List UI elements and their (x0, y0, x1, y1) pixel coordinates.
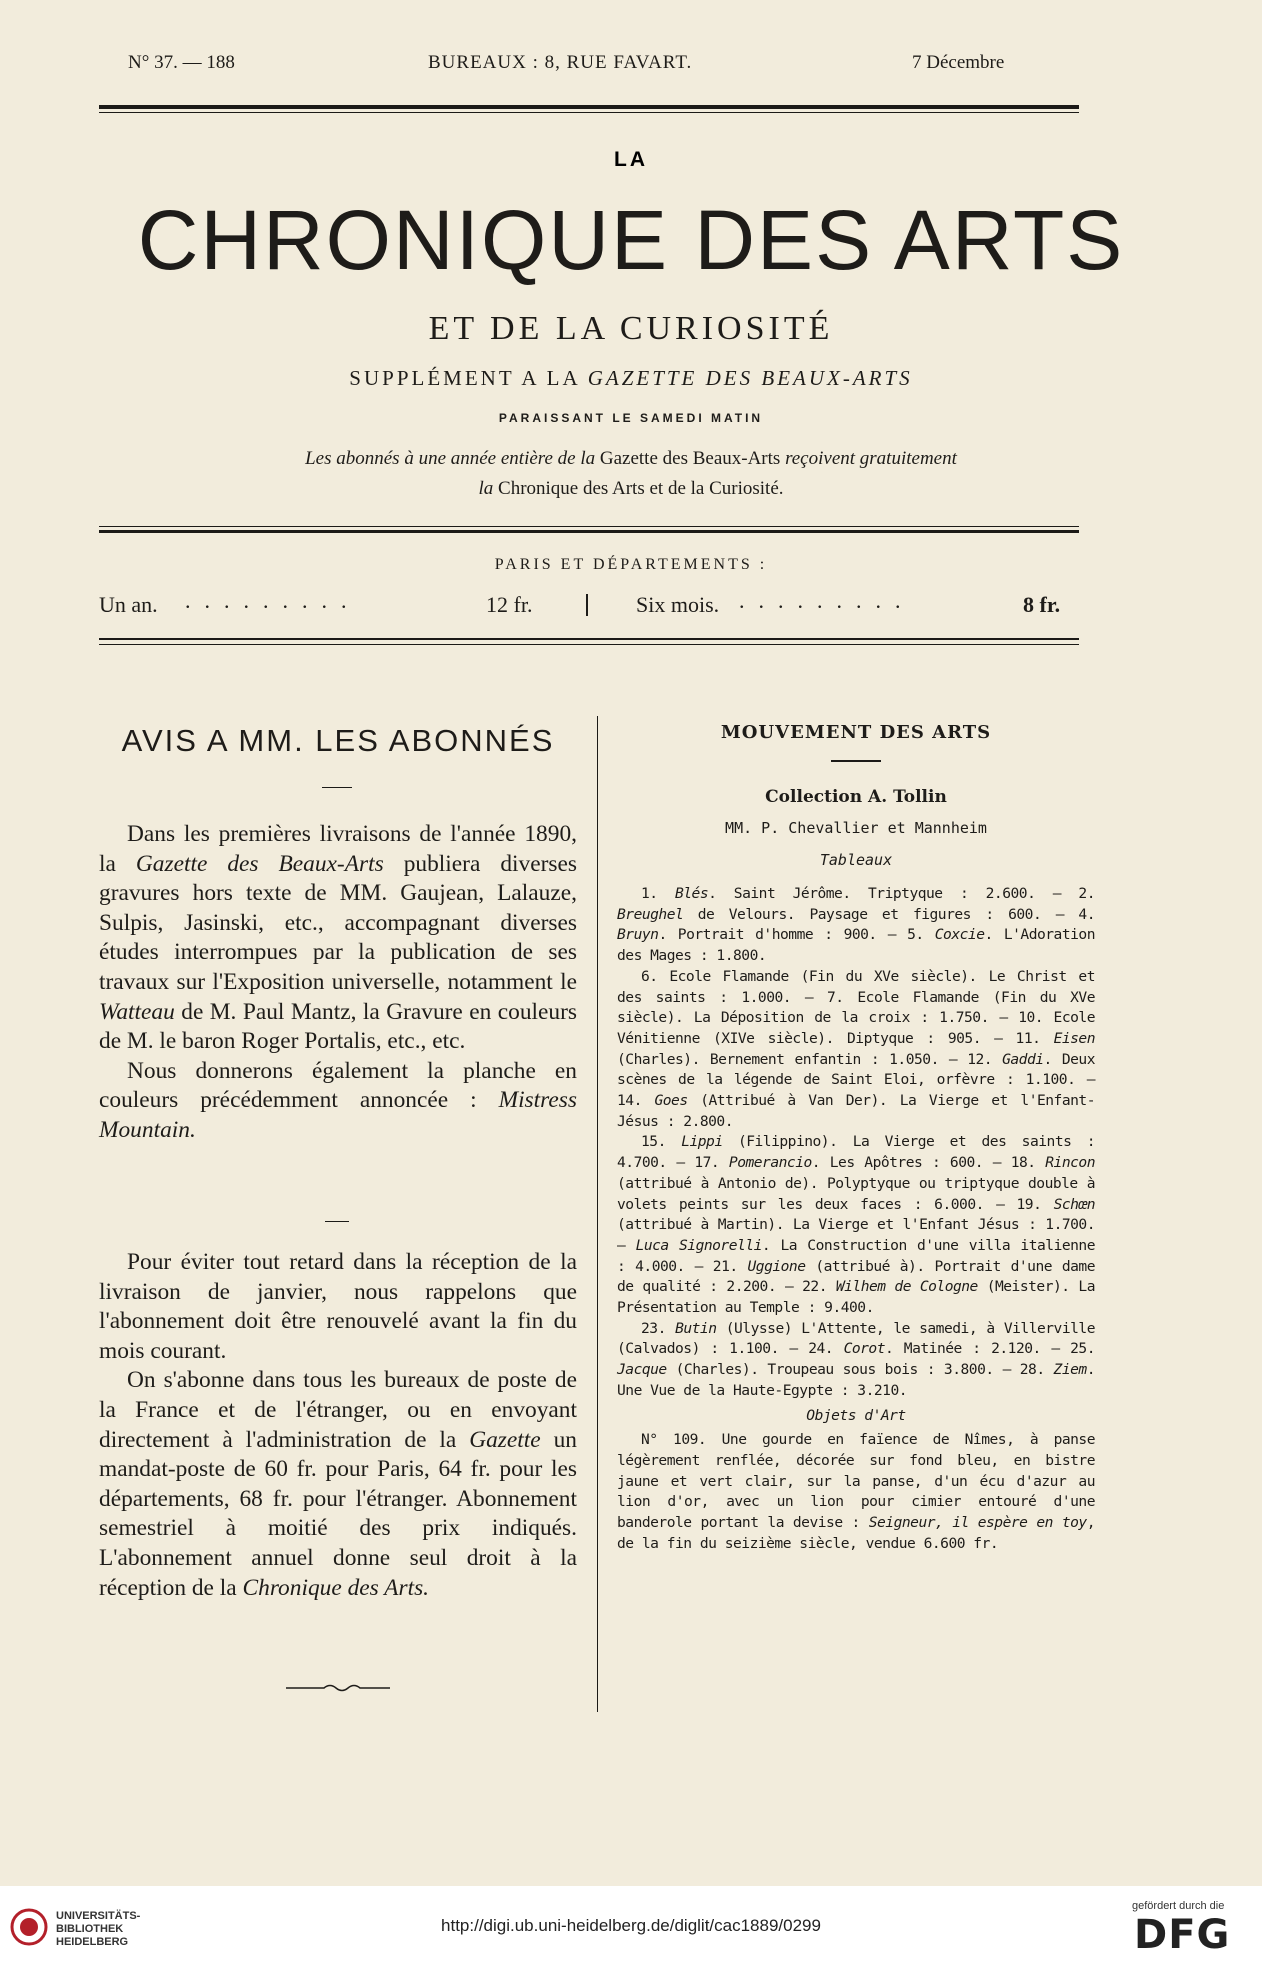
right-heading-rule (831, 760, 881, 762)
experts-line: MM. P. Chevallier et Mannheim (725, 819, 987, 837)
issue-date: 7 Décembre (912, 52, 1005, 73)
top-thin-rule (99, 112, 1079, 113)
sale-paragraph-4: 23. Butin (Ulysse) L'Attente, le samedi, à Villerville (Calvados) : 1.100. — 24. Corot. Matinée : 2.120. — 25. Jacque (Charles). Troupeau sous bois : 3.800. — 28. Ziem. Une Vue de la Haute-Egypte : 3.210. (617, 1319, 1095, 1399)
note-italic-c: reçoivent gratuitement (785, 448, 957, 469)
section-tableaux: Tableaux (819, 851, 893, 869)
digitization-footer (0, 1886, 1262, 1966)
column-divider (597, 716, 598, 1712)
lower-price-rule-a (99, 638, 1079, 640)
note-italic-la: la (478, 478, 494, 499)
issue-number: N° 37. — 188 (128, 52, 235, 73)
lower-price-rule-b (99, 644, 1079, 645)
masthead-title: CHRONIQUE DES ARTS (137, 193, 1125, 287)
note-roman-b: Gazette des Beaux-Arts (599, 448, 781, 469)
price-half-value: 8 fr. (1023, 592, 1061, 617)
collection-name: Collection A. Tollin (765, 787, 947, 807)
library-name-line-3: HEIDELBERG (56, 1936, 129, 1948)
funded-by-label: gefördert durch die (1132, 1900, 1225, 1912)
supplement-gazette: GAZETTE DES BEAUX-ARTS (587, 366, 913, 390)
sales-list-paintings (617, 884, 1095, 1555)
supplement-prefix: SUPPLÉMENT A LA (349, 366, 580, 390)
sale-paragraph-2: 6. Ecole Flamande (Fin du XVe siècle). Le Christ et des saints : 1.000. — 7. Ecole Flamande (Fin du XVe siècle). La Déposition de la croix : 1.750. — 10. Ecole Vénitienne (XIVe siècle). Diptyque : 905. — 11. Eisen (Charles). Bernement enfantin : 1.050. — 12. Gaddi. Deux scènes de la légende de Saint Eloi, orfèvre : 1.100. — 14. Goes (Attribué à Van Der). La Vierge et l'Enfant-Jésus : 2.800. (617, 967, 1095, 1130)
section-objets: Objets d'Art (806, 1406, 906, 1424)
note-italic-a: Les abonnés à une année entière de la (305, 448, 596, 469)
upper-price-rule-thin (99, 526, 1079, 527)
left-announcement-2 (99, 1248, 577, 1603)
price-year-value: 12 fr. (486, 592, 533, 617)
masthead-subtitle: ET DE LA CURIOSITÉ (428, 310, 834, 347)
price-divider (586, 594, 588, 616)
office-address: BUREAUX : 8, RUE FAVART. (428, 52, 693, 73)
price-half-leader: ......... (739, 588, 915, 613)
price-half-label: Six mois. (636, 592, 720, 617)
left-announcement-1 (99, 820, 577, 1146)
library-name-line-1: UNIVERSITÄTS- (56, 1910, 141, 1922)
dfg-logo: DFG (1134, 1912, 1231, 1958)
publication-schedule: PARAISSANT LE SAMEDI MATIN (498, 411, 764, 425)
subscription-paragraph: On s'abonne dans tous les bureaux de poste de la France et de l'étranger, ou en envoyant directement à l'administration de la Gazette un mandat-poste de 60 fr. pour Paris, 64 fr. pour les départements, 68 fr. pour l'étranger. Abonnement semestriel à moitié des prix indiqués. L'abonnement annuel donne seul droit à la réception de la Chronique des Arts. (99, 1367, 577, 1601)
price-year-leader: ......... (185, 588, 361, 613)
announcement-paragraph-1: Dans les premières livraisons de l'année 1890, la Gazette des Beaux-Arts publiera diverses gravures hors texte de MM. Gaujean, Lalauze, Sulpis, Jasinski, etc., accompagnant diverses études interrompues par la publication de ses travaux sur l'Exposition universelle, notamment le Watteau de M. Paul Mantz, la Gravure en couleurs de M. le baron Roger Portalis, etc., etc. (99, 821, 577, 1055)
note-roman-chronique: Chronique des Arts et de la Curiosité. (498, 478, 784, 499)
sale-paragraph-1: 1. Blés. Saint Jérôme. Triptyque : 2.600. — 2. Breughel de Velours. Paysage et figures : 600. — 4. Bruyn. Portrait d'homme : 900. — 5. Coxcie. L'Adoration des Mages : 1.800. (617, 885, 1095, 965)
sale-paragraph-3: 15. Lippi (Filippino). La Vierge et des saints : 4.700. — 17. Pomerancio. Les Apôtres : 600. — 18. Rincon (attribué à Antonio de). Polyptyque ou triptyque double à volets peints sur les deux faces : 6.000. — 19. Schœn (attribué à Martin). La Vierge et l'Enfant Jésus : 1.700. — Luca Signorelli. La Construction d'une villa italienne : 4.000. — 21. Uggione (attribué à). Portrait d'une dame de qualité : 2.200. — 22. Wilhem de Cologne (Meister). La Présentation au Temple : 9.400. (617, 1133, 1096, 1317)
subscriber-note-line-1 (0, 448, 1262, 470)
top-thick-rule (99, 105, 1079, 109)
price-region-heading: PARIS ET DÉPARTEMENTS : (494, 556, 768, 573)
right-heading: MOUVEMENT DES ARTS (720, 722, 992, 743)
left-heading-dash (322, 787, 352, 788)
subscriber-note-line-2 (0, 478, 1262, 500)
left-heading: AVIS A MM. LES ABONNÉS (121, 723, 555, 758)
price-row (99, 588, 1079, 622)
renewal-paragraph: Pour éviter tout retard dans la réception de la livraison de janvier, nous rappelons que l'abonnement doit être renouvelé avant la fin du mois courant. (99, 1249, 577, 1364)
price-year-label: Un an. (99, 592, 158, 617)
ornament-flourish (284, 1681, 392, 1695)
announcement-paragraph-2: Nous donnerons également la planche en couleurs précédemment annoncée : Mistress Mountain. (99, 1057, 577, 1143)
source-url[interactable]: http://digi.ub.uni-heidelberg.de/diglit/cac1889/0299 (441, 1916, 821, 1935)
library-name-line-2: BIBLIOTHEK (56, 1923, 124, 1935)
upper-price-rule-thick (99, 530, 1079, 533)
masthead-la: LA (614, 148, 648, 171)
left-section-dash (325, 1221, 349, 1222)
sale-paragraph-objet: N° 109. Une gourde en faïence de Nîmes, à panse légèrement renflée, décorée sur fond bleu, en bistre jaune et vert clair, sur la panse, d'un écu d'azur au lion d'or, avec un lion pour cimier entouré d'une banderole portant la devise : Seigneur, il espère en toy, de la fin du seizième siècle, vendue 6.600 fr. (617, 1431, 1095, 1552)
supplement-line (0, 366, 1262, 391)
